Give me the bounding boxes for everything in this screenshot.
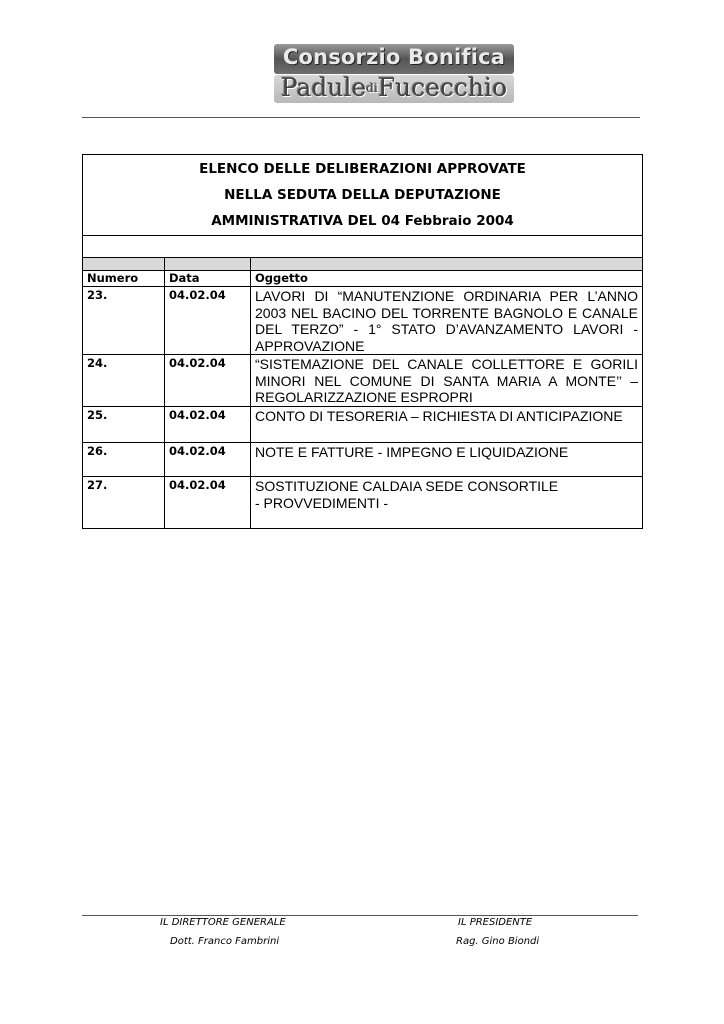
- title-line-3: AMMINISTRATIVA DEL 04 Febbraio 2004: [211, 213, 514, 229]
- row-date: 04.02.04: [165, 287, 251, 355]
- header-divider: [82, 117, 640, 118]
- row-date: 04.02.04: [165, 443, 251, 477]
- row-subject: NOTE E FATTURE - IMPEGNO E LIQUIDAZIONE: [251, 443, 643, 477]
- signature-role-president: IL PRESIDENTE: [458, 917, 533, 928]
- row-subject-line-1: SOSTITUZIONE CALDAIA SEDE CONSORTILE: [255, 478, 559, 494]
- row-number: 23.: [83, 287, 165, 355]
- table-row: [83, 443, 643, 477]
- footer-divider: [82, 915, 638, 916]
- logo-line-2: [274, 73, 514, 102]
- logo-word-padule: Padule: [280, 73, 367, 102]
- logo-word-fucecchio: Fucecchio: [377, 73, 508, 102]
- logo-top-band: [274, 44, 514, 74]
- row-number: 26.: [83, 443, 165, 477]
- row-subject: “SISTEMAZIONE DEL CANALE COLLETTORE E GORILI MINORI NEL COMUNE DI SANTA MARIA A MONTE’’ – REGOLARIZZAZIONE ESPROPRI: [251, 355, 643, 407]
- header-number: Numero: [83, 271, 165, 287]
- row-subject-line-2: - PROVVEDIMENTI -: [255, 494, 389, 511]
- signature-name-director: Dott. Franco Fambrini: [170, 936, 280, 947]
- signature-role-director: IL DIRETTORE GENERALE: [160, 917, 286, 928]
- table-row: [83, 477, 643, 529]
- row-subject: CONTO DI TESORERIA – RICHIESTA DI ANTICIPAZIONE: [251, 407, 643, 443]
- document-title: [83, 155, 643, 236]
- consorzio-logo: [270, 42, 516, 104]
- grey-separator-row: [83, 258, 643, 271]
- row-number: 27.: [83, 477, 165, 529]
- row-subject: LAVORI DI “MANUTENZIONE ORDINARIA PER L’ANNO 2003 NEL BACINO DEL TORRENTE BAGNOLO E CANALE DEL TERZO” - 1° STATO D’AVANZAMENTO LAVORI - APPROVAZIONE: [251, 287, 643, 355]
- title-row: [83, 155, 643, 236]
- header-subject: Oggetto: [251, 271, 643, 287]
- deliberations-table: [82, 154, 643, 529]
- table-row: [83, 355, 643, 407]
- logo-line-1: Consorzio Bonifica: [282, 45, 506, 69]
- table-row: [83, 287, 643, 355]
- row-date: 04.02.04: [165, 355, 251, 407]
- table-row: [83, 407, 643, 443]
- row-date: 04.02.04: [165, 407, 251, 443]
- row-date: 04.02.04: [165, 477, 251, 529]
- row-number: 24.: [83, 355, 165, 407]
- title-line-2: NELLA SEDUTA DELLA DEPUTAZIONE: [224, 187, 501, 203]
- title-line-1: ELENCO DELLE DELIBERAZIONI APPROVATE: [199, 161, 526, 177]
- header-date: Data: [165, 271, 251, 287]
- logo-word-di: di: [366, 81, 378, 95]
- logo-bottom-band: [274, 75, 514, 103]
- header-row: [83, 271, 643, 287]
- signature-name-president: Rag. Gino Biondi: [456, 936, 540, 947]
- row-number: 25.: [83, 407, 165, 443]
- spacer-row: [83, 236, 643, 258]
- row-subject: [251, 477, 643, 529]
